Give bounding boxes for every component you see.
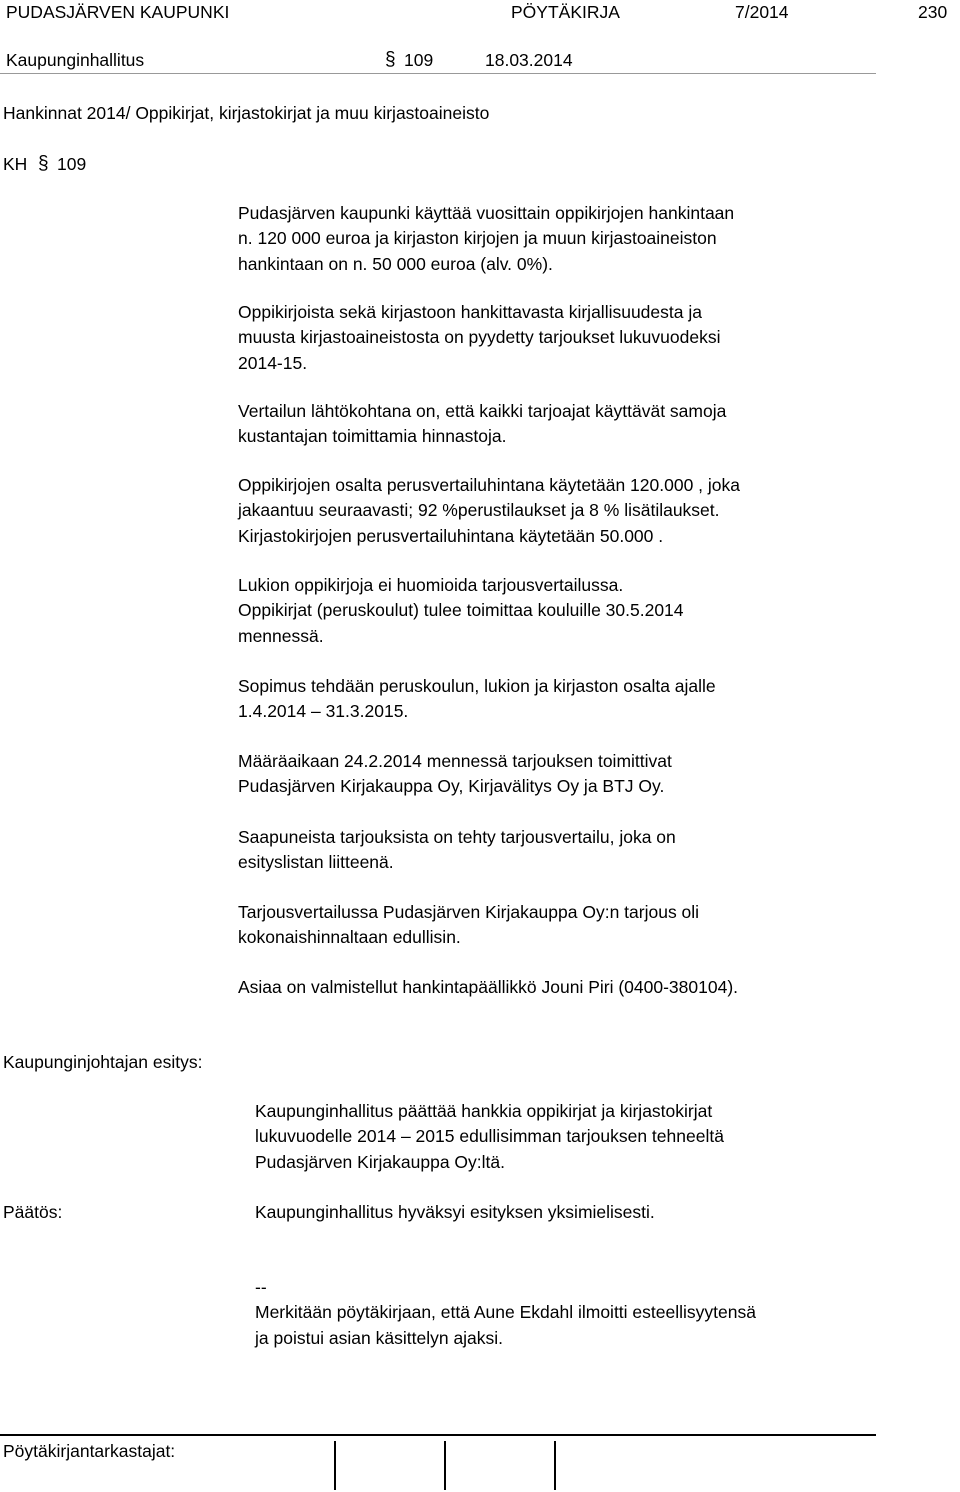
paragraph-line: muusta kirjastoaineistosta on pyydetty tarjoukset lukuvuodeksi [238,327,721,348]
decision-label: Päätös: [3,1202,63,1222]
document-number: 7/2014 [735,2,789,22]
paragraph-line: 1.4.2014 – 31.3.2015. [238,701,409,722]
paragraph-line: esityslistan liitteenä. [238,852,394,873]
proposal-line: Pudasjärven Kirjakauppa Oy:ltä. [255,1151,505,1172]
paragraph-line: kokonaishinnaltaan edullisin. [238,927,461,948]
paragraph-line: Oppikirjoista sekä kirjastoon hankittavasta kirjallisuudesta ja [238,302,702,322]
proposal-line: Kaupunginhallitus päättää hankkia oppikirjat ja kirjastokirjat [255,1101,713,1121]
recusal-note [255,1275,945,1351]
paragraph-line: Oppikirjojen osalta perusvertailuhintana käytetään 120.000 , joka [238,475,740,495]
paragraph-line: Pudasjärven kaupunki käyttää vuosittain oppikirjojen hankintaan [238,203,735,223]
paragraph-line: Vertailun lähtökohtana on, että kaikki tarjoajat käyttävät samoja [238,401,727,421]
governing-body: Kaupunginhallitus [6,50,145,70]
signature-divider [554,1441,556,1490]
paragraph-contract-period [238,674,938,725]
paragraph-budget [238,201,938,277]
paragraph-preparer [238,975,938,1000]
header-rule [0,73,876,74]
paragraph-bidders [238,749,938,800]
paragraph-comparison-attachment [238,825,938,876]
paragraph-line: Lukion oppikirjoja ei huomioida tarjousvertailussa. [238,575,624,595]
inspectors-label: Pöytäkirjantarkastajat: [3,1441,176,1461]
paragraph-base-prices [238,473,938,549]
paragraph-line: Määräaikaan 24.2.2014 mennessä tarjouksen toimittivat [238,751,672,771]
paragraph-line: Oppikirjat (peruskoulut) tulee toimittaa kouluille 30.5.2014 [238,600,684,621]
paragraph-best-offer [238,900,938,951]
organization-name: PUDASJÄRVEN KAUPUNKI [6,2,230,22]
document-type: PÖYTÄKIRJA [511,2,620,22]
decision-text: Kaupunginhallitus hyväksyi esityksen yksimielisesti. [255,1202,655,1222]
item-ref-section-sign: § [38,153,49,174]
paragraph-line: Asiaa on valmistellut hankintapäällikkö Jouni Piri (0400-380104). [238,977,739,997]
note-line: Merkitään pöytäkirjaan, että Aune Ekdahl ilmoitti esteellisyytensä [255,1302,756,1323]
paragraph-delivery [238,573,938,649]
proposal-line: lukuvuodelle 2014 – 2015 edullisimman tarjouksen tehneeltä [255,1126,724,1147]
paragraph-line: mennessä. [238,625,324,646]
note-separator: -- [255,1277,267,1297]
item-title: Hankinnat 2014/ Oppikirjat, kirjastokirjat ja muu kirjastoaineisto [3,103,490,123]
paragraph-line: n. 120 000 euroa ja kirjaston kirjojen ja muun kirjastoaineiston [238,228,717,249]
paragraph-line: Tarjousvertailussa Pudasjärven Kirjakauppa Oy:n tarjous oli [238,902,700,922]
section-sign: § [385,49,396,70]
paragraph-tender-request [238,300,938,376]
item-ref-prefix: KH [3,154,28,174]
paragraph-line: Sopimus tehdään peruskoulun, lukion ja kirjaston osalta ajalle [238,676,716,696]
proposal-text [255,1099,945,1175]
paragraph-line: jakaantuu seuraavasti; 92 %perustilaukset ja 8 % lisätilaukset. [238,500,720,521]
item-ref-number: 109 [57,154,87,174]
paragraph-comparison-basis [238,399,938,450]
paragraph-line: Kirjastokirjojen perusvertailuhintana käytetään 50.000 . [238,525,664,546]
paragraph-line: kustantajan toimittamia hinnastoja. [238,426,507,447]
paragraph-line: Saapuneista tarjouksista on tehty tarjousvertailu, joka on [238,827,676,847]
signature-divider [444,1441,446,1490]
paragraph-line: 2014-15. [238,352,308,373]
note-line: ja poistui asian käsittelyn ajaksi. [255,1327,504,1348]
footer-rule [0,1434,876,1436]
meeting-date: 18.03.2014 [485,50,573,70]
signature-divider [334,1441,336,1490]
paragraph-line: hankintaan on n. 50 000 euroa (alv. 0%). [238,253,553,274]
paragraph-line: Pudasjärven Kirjakauppa Oy, Kirjavälitys Oy ja BTJ Oy. [238,776,665,797]
page-number: 230 [918,2,948,22]
section-number: 109 [404,50,434,70]
proposal-label: Kaupunginjohtajan esitys: [3,1052,203,1072]
